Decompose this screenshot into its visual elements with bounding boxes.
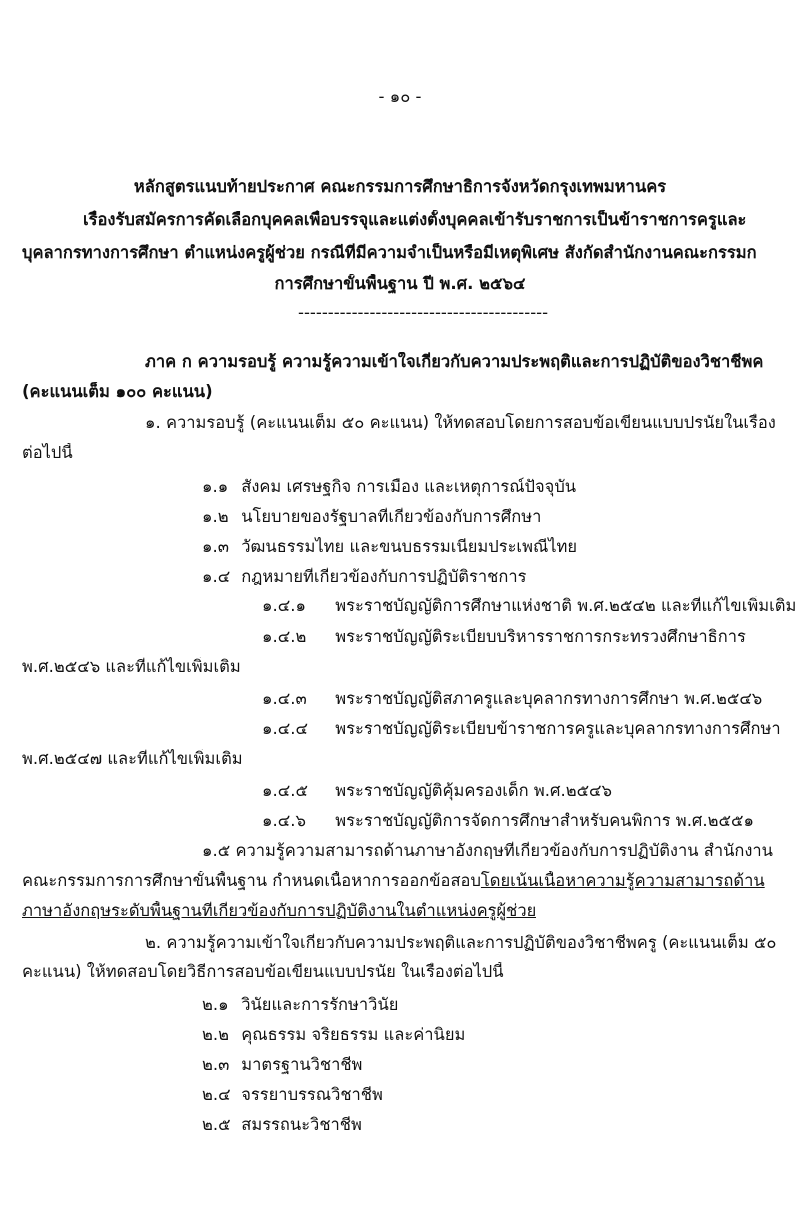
law-number: ๑.๔.๓	[262, 689, 307, 708]
part2-intro-line-1: ๒. ความรู้ความเข้าใจเกี่ยวกับความประพฤติและการปฏิบัติของวิชาชีพครู (คะแนนเต็ม ๕๐	[145, 933, 777, 952]
law-number: ๑.๔.๕	[262, 781, 308, 800]
item-number: ๑.๑	[202, 477, 229, 496]
law-number: ๑.๔.๔	[262, 719, 308, 738]
page-number: - ๑๐ -	[378, 87, 422, 106]
item-number: ๑.๔	[202, 567, 231, 586]
item-1-5-line-2	[22, 871, 765, 891]
header-line-2: เรื่องรับสมัครการคัดเลือกบุคคลเพื่อบรรจุและแต่งตั้งบุคคลเข้ารับราชการเป็นข้าราชการครูและ	[83, 210, 747, 229]
part1-intro-line-1: ๑. ความรอบรู้ (คะแนนเต็ม ๕๐ คะแนน) ให้ทดสอบโดยการสอบข้อเขียนแบบปรนัยในเรื่อง	[145, 413, 776, 432]
header-line-1: หลักสูตรแนบท้ายประกาศ คณะกรรมการศึกษาธิการจังหวัดกรุงเทพมหานคร	[133, 177, 667, 196]
part1-intro-line-2: ต่อไปนี้	[22, 443, 73, 462]
law-item	[262, 719, 781, 739]
item-text: จรรยาบรรณวิชาชีพ	[241, 1085, 383, 1104]
item-1-5-plain-text: คณะกรรมการการศึกษาขั้นพื้นฐาน กำหนดเนื้อหาการออกข้อสอบ	[22, 871, 481, 890]
law-text: พระราชบัญญัติสภาครูและบุคลากรทางการศึกษา พ.ศ.๒๕๔๖	[335, 689, 763, 708]
item-text: สังคม เศรษฐกิจ การเมือง และเหตุการณ์ปัจจุบัน	[241, 477, 577, 496]
list-item	[202, 507, 541, 527]
law-text: พระราชบัญญัติการศึกษาแห่งชาติ พ.ศ.๒๕๔๒ และที่แก้ไขเพิ่มเติม	[335, 596, 797, 615]
item-number: ๑.๒	[202, 507, 229, 526]
item-text: มาตรฐานวิชาชีพ	[241, 1055, 363, 1074]
item-1-5-underlined-text: โดยเน้นเนื้อหาความรู้ความสามารถด้าน	[480, 871, 765, 890]
item-number: ๒.๑	[202, 995, 229, 1014]
item-text: นโยบายของรัฐบาลที่เกี่ยวข้องกับการศึกษา	[241, 507, 542, 526]
item-number: ๒.๕	[202, 1115, 231, 1134]
list-item	[202, 1085, 383, 1105]
law-number: ๑.๔.๑	[262, 596, 306, 615]
list-item	[202, 1115, 362, 1135]
list-item	[202, 1055, 362, 1075]
law-text: พระราชบัญญัติระเบียบบริหารราชการกระทรวงศึกษาธิการ	[335, 627, 746, 646]
item-number: ๒.๒	[202, 1025, 229, 1044]
section-score: (คะแนนเต็ม ๑๐๐ คะแนน)	[22, 382, 213, 401]
item-text: คุณธรรม จริยธรรม และค่านิยม	[241, 1025, 466, 1044]
law-number: ๑.๔.๖	[262, 811, 306, 830]
item-text: วินัยและการรักษาวินัย	[241, 995, 399, 1014]
section-title: ภาค ก ความรอบรู้ ความรู้ความเข้าใจเกี่ยวกับความประพฤติและการปฏิบัติของวิชาชีพค	[145, 352, 764, 371]
law-text: พระราชบัญญัติระเบียบข้าราชการครูและบุคลากรทางการศึกษา	[335, 719, 781, 738]
part2-intro-line-2: คะแนน) ให้ทดสอบโดยวิธีการสอบข้อเขียนแบบปรนัย ในเรื่องต่อไปนี้	[22, 962, 504, 981]
law-item	[262, 689, 762, 709]
item-text: กฎหมายที่เกี่ยวข้องกับการปฏิบัติราชการ	[241, 567, 527, 586]
list-item	[202, 1025, 465, 1045]
law-text: พระราชบัญญัติคุ้มครองเด็ก พ.ศ.๒๕๔๖	[335, 781, 613, 800]
law-item	[262, 627, 746, 647]
header-divider: ------------------------------------------	[298, 303, 549, 322]
header-line-4: การศึกษาขั้นพื้นฐาน ปี พ.ศ. ๒๕๖๔	[274, 274, 526, 293]
law-continuation: พ.ศ.๒๕๔๗ และที่แก้ไขเพิ่มเติม	[22, 749, 243, 768]
item-number: ๒.๓	[202, 1055, 230, 1074]
law-item	[262, 811, 754, 831]
law-item	[262, 596, 796, 616]
law-item	[262, 781, 612, 801]
item-text: สมรรถนะวิชาชีพ	[241, 1115, 362, 1134]
item-text: วัฒนธรรมไทย และขนบธรรมเนียมประเพณีไทย	[241, 537, 578, 556]
list-item	[202, 567, 526, 587]
item-1-5-line-1: ๑.๕ ความรู้ความสามารถด้านภาษาอังกฤษที่เกี่ยวข้องกับการปฏิบัติงาน สำนักงาน	[202, 841, 773, 860]
law-text: พระราชบัญญัติการจัดการศึกษาสำหรับคนพิการ พ.ศ.๒๕๕๑	[335, 811, 754, 830]
item-number: ๒.๔	[202, 1085, 231, 1104]
list-item	[202, 995, 398, 1015]
item-1-5-line-3: ภาษาอังกฤษระดับพื้นฐานที่เกี่ยวข้องกับการปฏิบัติงานในตำแหน่งครูผู้ช่วย	[22, 901, 537, 920]
law-continuation: พ.ศ.๒๕๔๖ และที่แก้ไขเพิ่มเติม	[22, 657, 241, 676]
item-number: ๑.๓	[202, 537, 229, 556]
law-number: ๑.๔.๒	[262, 627, 307, 646]
header-line-3: บุคลากรทางการศึกษา ตำแหน่งครูผู้ช่วย กรณีที่มีความจำเป็นหรือมีเหตุพิเศษ สังกัดสำนักงานคณะกรรมก	[22, 243, 757, 262]
list-item	[202, 477, 576, 497]
list-item	[202, 537, 577, 557]
